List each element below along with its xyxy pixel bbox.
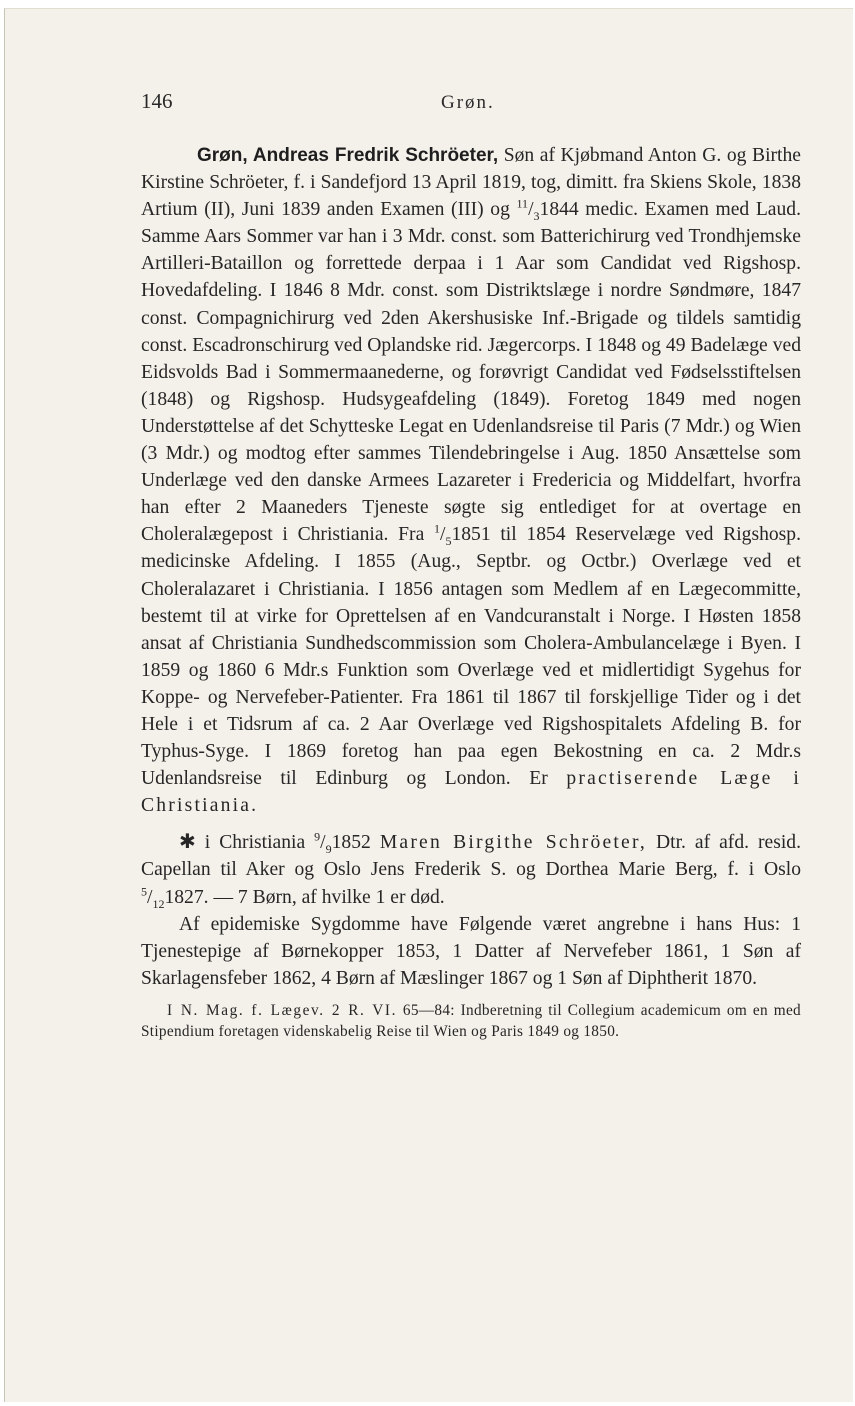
marriage-text-part-2: 1852 (331, 832, 380, 854)
running-head: Grøn. (441, 92, 495, 113)
footnote-text: 65—84: Indberetning til Collegium academicum om en med Stipendium foretagen videnskabelig Reise til Wien og Paris 1849 og 1850. (141, 1001, 801, 1041)
entry-name: Grøn, Andreas Fredrik Schröeter, (197, 145, 499, 166)
page-number: 146 (141, 89, 173, 113)
fraction-numerator: 1 (434, 521, 440, 536)
fraction-denominator: 5 (445, 534, 452, 549)
fraction-numerator: 5 (141, 884, 147, 898)
book-page (4, 8, 853, 1402)
page-header (141, 89, 801, 119)
page-body (141, 142, 801, 1043)
fraction-denominator: 3 (533, 209, 540, 224)
fraction-denominator: 12 (152, 896, 165, 911)
marriage-symbol: ✱ (179, 829, 196, 854)
fraction-numerator: 11 (516, 196, 529, 211)
marriage-paragraph: ✱ i Christiania $^9/_91852$ Maren Birgithe Schröeter, Dtr. af afd. resid. Capellan til Aker og Oslo Jens Frederik S. og Dorthea Marie Berg, f. i Oslo $^5/_{12}1827$. — 7 Børn, af hvilke 1 er død. (141, 829, 802, 911)
footnote (141, 1000, 801, 1043)
marriage-text-part-3: Dtr. af afd. resid. Capellan til Aker og Oslo Jens Frederik S. og Dorthea Marie Berg, f. i Oslo (141, 832, 802, 881)
entry-profession: practiserende Læge i Christiania. (141, 768, 801, 817)
entry-text-part-2: 1844 medic. Examen med Laud. Samme Aars Sommer var han i 3 Mdr. const. som Batterichirurg ved Trondhjemske Artilleri-Bataillon og forrettede derpaa i 1 Aar som Candidat ved Rigshosp. Hovedafdeling. I 1846 8 Mdr. const. som Distriktslæge i nordre Søndmøre, 1847 const. Compagnichirurg ved 2den Akershusiske Inf.-Brigade og tildels samtidig const. Escadronschirurg ved Oplandske rid. Jægercorps. I 1848 og 49 Badelæge ved Eidsvolds Bad i Sommermaanederne, og forøvrigt Candidat ved Fødselsstiftelsen (1848) og Rigshosp. Hudsygeafdeling (1849). Foretog 1849 med nogen Understøttelse af det Schytteske Legat en Udenlandsreise til Paris (7 Mdr.) og Wien (3 Mdr.) og modtog efter sammes Tilendebringelse i Aug. 1850 Ansættelse som Underlæge ved den danske Armees Lazareter i Fredericia og Middelfart, hvorfra han efter 2 Maaneders Tjeneste søgte sig entlediget for at overtage en Choleralægepost i Christiania. Fra (141, 199, 801, 546)
biography-entry: Grøn, Andreas Fredrik Schröeter, Søn af Kjøbmand Anton G. og Birthe Kirstine Schröeter, f. i Sandefjord 13 April 1819, tog, dimitt. fra Skiens Skole, 1838 Artium (II), Juni 1839 anden Examen (III) og $^{11}/_31844$ medic. Examen med Laud. Samme Aars Sommer var han i 3 Mdr. const. som Batterichirurg ved Trondhjemske Artilleri-Bataillon og forrettede derpaa i 1 Aar som Candidat ved Rigshosp. Hovedafdeling. I 1846 8 Mdr. const. som Distriktslæge i nordre Søndmøre, 1847 const. Compagnichirurg ved 2den Akershusiske Inf.-Brigade og tildels samtidig const. Escadronschirurg ved Oplandske rid. Jægercorps. I 1848 og 49 Badelæge ved Eidsvolds Bad i Sommermaanederne, og forøvrigt Candidat ved Fødselsstiftelsen (1848) og Rigshosp. Hudsygeafdeling (1849). Foretog 1849 med nogen Understøttelse af det Schytteske Legat en Udenlandsreise til Paris (7 Mdr.) og Wien (3 Mdr.) og modtog efter sammes Tilendebringelse i Aug. 1850 Ansættelse som Underlæge ved den danske Armees Lazareter i Fredericia og Middelfart, hvorfra han efter 2 Maaneders Tjeneste søgte sig entlediget for at overtage en Choleralægepost i Christiania. Fra $^1/_51851$ til 1854 Reservelæge ved Rigshosp. medicinske Afdeling. I 1855 (Aug., Septbr. og Octbr.) Overlæge ved et Choleralazaret i Christiania. I 1856 antagen som Medlem af en Lægecommitte, bestemt til at virke for Oprettelsen af en Vandcuranstalt i Norge. I Høsten 1858 ansat af Christiania Sundhedscommission som Cholera-Ambulancelæge i Byen. I 1859 og 1860 6 Mdr.s Funktion som Overlæge ved et midlertidigt Sygehus for Koppe- og Nervefeber-Patienter. Fra 1861 til 1867 til forskjellige Tider og i det Hele i et Tidsrum af ca. 2 Aar Overlæge ved Rigshospitalets Afdeling B. for Typhus-Syge. I 1869 foretog han paa egen Bekostning en ca. 2 Mdr.s Udenlandsreise til Edinburg og London. Er practiserende Læge i Christiania. (141, 145, 801, 817)
entry-text-part-3: 1851 til 1854 Reservelæge ved Rigshosp. medicinske Afdeling. I 1855 (Aug., Septbr. og Octbr.) Overlæge ved et Choleralazaret i Christiania. I 1856 antagen som Medlem af en Lægecommitte, bestemt til at virke for Oprettelsen af en Vandcuranstalt i Norge. I Høsten 1858 ansat af Christiania Sundhedscommission som Cholera-Ambulancelæge i Byen. I 1859 og 1860 6 Mdr.s Funktion som Overlæge ved et midlertidigt Sygehus for Koppe- og Nervefeber-Patienter. Fra 1861 til 1867 til forskjellige Tider og i det Hele i et Tidsrum af ca. 2 Aar Overlæge ved Rigshospitalets Afdeling B. for Typhus-Syge. I 1869 foretog han paa egen Bekostning en ca. 2 Mdr.s Udenlandsreise til Edinburg og London. Er (141, 524, 801, 790)
footnote-reference: I N. Mag. f. Lægev. 2 R. VI. (167, 1001, 398, 1019)
marriage-text-part-1: i Christiania (195, 832, 315, 854)
spouse-name: Maren Birgithe Schröeter, (379, 832, 647, 854)
epidemics-paragraph: Af epidemiske Sygdomme have Følgende været angrebne i hans Hus: 1 Tjenestepige af Børnekopper 1853, 1 Datter af Nervefeber 1861, 1 Søn af Skarlagensfeber 1862, 4 Børn af Mæslinger 1867 og 1 Søn af Diphtherit 1870. (141, 913, 801, 989)
fraction-denominator: 9 (325, 842, 332, 857)
marriage-text-part-4: 1827. — 7 Børn, af hvilke 1 er død. (164, 886, 445, 908)
entry-text-part-1: Søn af Kjøbmand Anton G. og Birthe Kirstine Schröeter, f. i Sandefjord 13 April 1819, tog, dimitt. fra Skiens Skole, 1838 Artium (II), Juni 1839 anden Examen (III) og (141, 145, 801, 221)
fraction-numerator: 9 (314, 829, 321, 844)
